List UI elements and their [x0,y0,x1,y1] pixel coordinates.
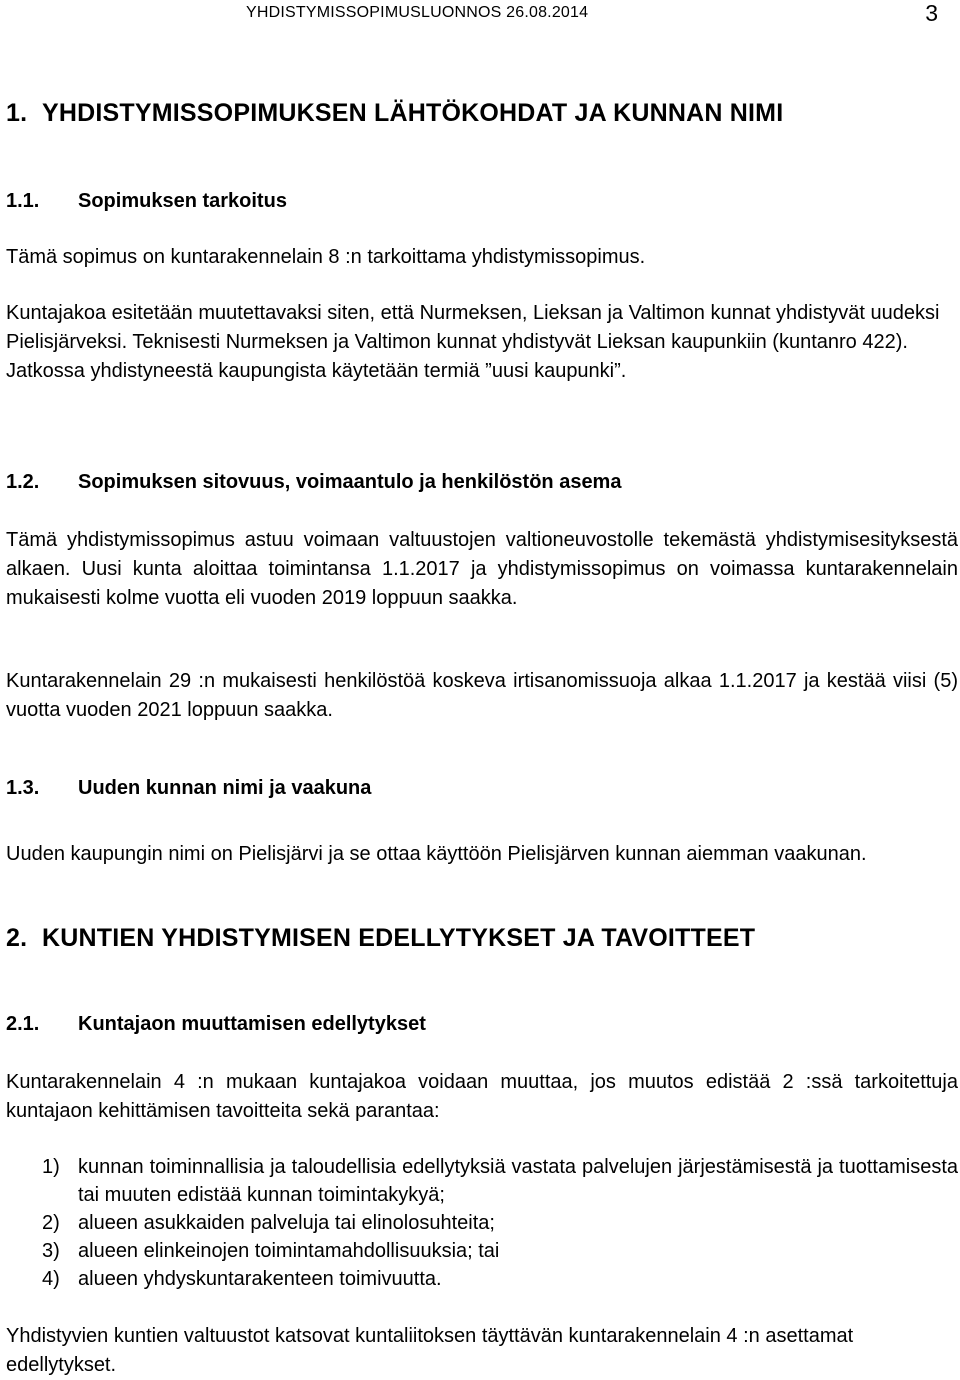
list-item-text: alueen elinkeinojen toimintamahdollisuuksia; tai [78,1240,500,1262]
section-number: 1.3. [6,777,40,799]
section-1-3-heading [6,777,371,800]
section-number: 2.1. [6,1013,40,1035]
list-item-text: alueen yhdyskuntarakenteen toimivuutta. [78,1268,442,1290]
section-title: Sopimuksen tarkoitus [78,190,287,212]
section-1-heading [6,99,783,128]
section-number: 2. [6,924,28,952]
paragraph: Tämä sopimus on kuntarakennelain 8 :n tarkoittama yhdistymissopimus. [6,246,646,268]
list-item-number: 1) [42,1156,60,1178]
section-number: 1.2. [6,471,40,493]
paragraph: Uuden kaupungin nimi on Pielisjärvi ja se ottaa käyttöön Pielisjärven kunnan aiemman vaakunan. [6,843,867,865]
section-title: Sopimuksen sitovuus, voimaantulo ja henkilöstön asema [78,471,622,493]
section-number: 1. [6,99,28,127]
page-number: 3 [925,0,938,26]
section-title: YHDISTYMISSOPIMUKSEN LÄHTÖKOHDAT JA KUNNAN NIMI [42,99,784,127]
section-title: KUNTIEN YHDISTYMISEN EDELLYTYKSET JA TAVOITTEET [42,924,756,952]
list-item-text: alueen asukkaiden palveluja tai elinolosuhteita; [78,1212,495,1234]
list-item [42,1265,958,1293]
section-2-heading [6,924,755,953]
paragraph: Tämä yhdistymissopimus astuu voimaan valtuustojen valtioneuvostolle tekemästä yhdistymisesityksestä alkaen. Uusi kunta aloittaa toimintansa 1.1.2017 ja yhdistymissopimus on voimassa kuntarakennelain mukaisesti kolme vuotta eli vuoden 2019 loppuun saakka. [6,529,958,609]
section-title: Uuden kunnan nimi ja vaakuna [78,777,372,799]
section-1-2-heading [6,471,621,494]
list-item [42,1237,958,1265]
list-item-number: 4) [42,1268,60,1290]
paragraph: Kuntarakennelain 29 :n mukaisesti henkilöstöä koskeva irtisanomissuoja alkaa 1.1.2017 ja kestää viisi (5) vuotta vuoden 2021 loppuun saakka. [6,670,958,721]
section-number: 1.1. [6,190,40,212]
list-item-text: kunnan toiminnallisia ja taloudellisia edellytyksiä vastata palvelujen järjestämisestä ja tuottamisesta tai muuten edistää kunnan toimintakykyä; [78,1156,958,1206]
list-item [42,1153,958,1209]
section-1-1-heading [6,190,287,213]
list-item-number: 3) [42,1240,60,1262]
requirements-list [42,1153,958,1293]
paragraph: Kuntarakennelain 4 :n mukaan kuntajakoa voidaan muuttaa, jos muutos edistää 2 :ssä tarkoitettuja kuntajaon kehittämisen tavoitteita sekä parantaa: [6,1071,958,1122]
paragraph: Kuntajakoa esitetään muutettavaksi siten, että Nurmeksen, Lieksan ja Valtimon kunnat yhdistyvät uudeksi Pielisjärveksi. Teknisesti Nurmeksen ja Valtimon kunnat yhdistyvät Lieksan kaupunkiin (kuntanro 422). Jatkossa yhdistyneestä kaupungista käytetään termiä ”uusi kaupunki”. [6,302,940,382]
section-title: Kuntajaon muuttamisen edellytykset [78,1013,426,1035]
document-header-title: YHDISTYMISSOPIMUSLUONNOS 26.08.2014 [246,4,589,21]
paragraph: Yhdistyvien kuntien valtuustot katsovat kuntaliitoksen täyttävän kuntarakennelain 4 :n asettamat edellytykset. [6,1325,854,1376]
list-item [42,1209,958,1237]
list-item-number: 2) [42,1212,60,1234]
section-2-1-heading [6,1013,426,1036]
